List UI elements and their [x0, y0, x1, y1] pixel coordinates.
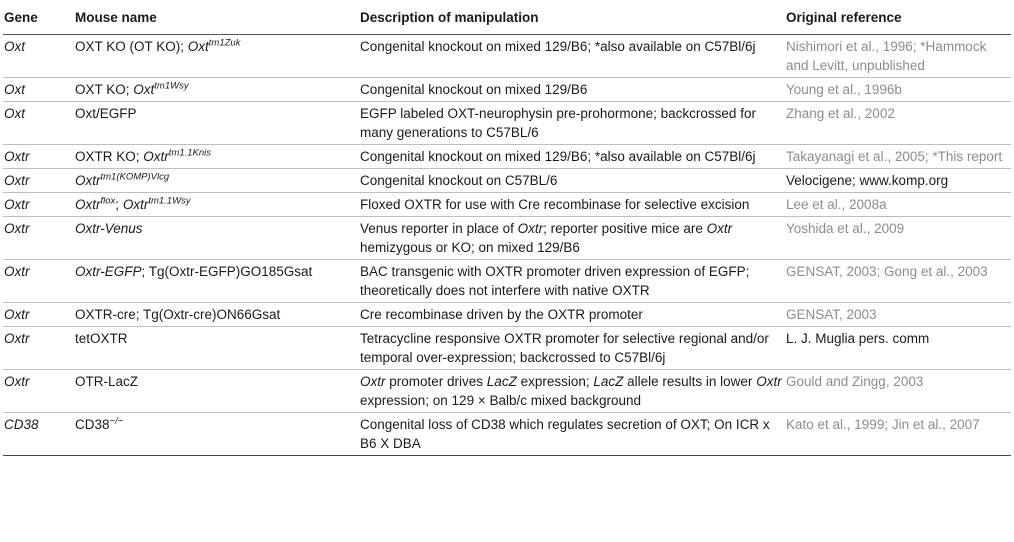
- reference-link[interactable]: Takayanagi et al., 2005; *This report: [785, 145, 1011, 169]
- gene-cell: Oxtr: [3, 370, 74, 413]
- reference-link[interactable]: Gould and Zingg, 2003: [785, 370, 1011, 413]
- mouse-name-cell: OXTR KO; Oxtr$^{tm1.1Knis}$: [74, 145, 359, 169]
- reference-link[interactable]: GENSAT, 2003: [785, 303, 1011, 327]
- description-cell: Floxed OXTR for use with Cre recombinase for selective excision: [359, 193, 785, 217]
- reference-link[interactable]: Yoshida et al., 2009: [785, 217, 1011, 260]
- table-row: [3, 35, 1011, 78]
- reference-link[interactable]: Lee et al., 2008a: [785, 193, 1011, 217]
- description-cell: Congenital knockout on C57BL/6: [359, 169, 785, 193]
- description-cell: Cre recombinase driven by the OXTR promoter: [359, 303, 785, 327]
- description-cell: BAC transgenic with OXTR promoter driven expression of EGFP; theoretically does not interfere with native OXTR: [359, 260, 785, 303]
- mouse-models-table: [3, 0, 1011, 456]
- mouse-name-cell: Oxtr$^{flox}$; Oxtr$^{tm1.1Wsy}$: [74, 193, 359, 217]
- header-reference: Original reference: [785, 0, 1011, 35]
- description-cell: Tetracycline responsive OXTR promoter for selective regional and/or temporal over-expression; backcrossed to C57Bl/6j: [359, 327, 785, 370]
- reference-link[interactable]: Zhang et al., 2002: [785, 102, 1011, 145]
- table-row: [3, 303, 1011, 327]
- table-row: [3, 102, 1011, 145]
- gene-cell: Oxtr: [3, 193, 74, 217]
- header-gene: Gene: [3, 0, 74, 35]
- gene-cell: Oxtr: [3, 327, 74, 370]
- gene-cell: Oxtr: [3, 303, 74, 327]
- mouse-name-cell: Oxtr-EGFP; Tg(Oxtr-EGFP)GO185Gsat: [74, 260, 359, 303]
- header-description: Description of manipulation: [359, 0, 785, 35]
- mouse-name-cell: OXTR-cre; Tg(Oxtr-cre)ON66Gsat: [74, 303, 359, 327]
- description-cell: Congenital knockout on mixed 129/B6; *also available on C57Bl/6j: [359, 145, 785, 169]
- gene-cell: Oxtr: [3, 260, 74, 303]
- reference-link[interactable]: Kato et al., 1999; Jin et al., 2007: [785, 413, 1011, 456]
- mouse-name-cell: OXT KO; Oxt$^{tm1Wsy}$: [74, 78, 359, 102]
- gene-cell: Oxtr: [3, 145, 74, 169]
- description-cell: Oxtr promoter drives LacZ expression; LacZ allele results in lower Oxtr expression; on 129 × Balb/c mixed background: [359, 370, 785, 413]
- table-row: [3, 217, 1011, 260]
- reference-text: Velocigene; www.komp.org: [785, 169, 1011, 193]
- description-cell: Congenital knockout on mixed 129/B6; *also available on C57Bl/6j: [359, 35, 785, 78]
- gene-cell: Oxtr: [3, 169, 74, 193]
- mouse-name-cell: Oxtr$^{tm1(KOMP)Vlcg}$: [74, 169, 359, 193]
- table-row: [3, 169, 1011, 193]
- gene-cell: Oxt: [3, 35, 74, 78]
- reference-link[interactable]: Young et al., 1996b: [785, 78, 1011, 102]
- table-row: [3, 260, 1011, 303]
- reference-text: L. J. Muglia pers. comm: [785, 327, 1011, 370]
- gene-cell: Oxt: [3, 102, 74, 145]
- description-cell: EGFP labeled OXT-neurophysin pre-prohormone; backcrossed for many generations to C57BL/6: [359, 102, 785, 145]
- table-row: [3, 327, 1011, 370]
- gene-cell: CD38: [3, 413, 74, 456]
- table-row: [3, 145, 1011, 169]
- mouse-name-cell: CD38−/−: [74, 413, 359, 456]
- description-cell: Congenital loss of CD38 which regulates secretion of OXT; On ICR x B6 X DBA: [359, 413, 785, 456]
- reference-link[interactable]: GENSAT, 2003; Gong et al., 2003: [785, 260, 1011, 303]
- header-mouse-name: Mouse name: [74, 0, 359, 35]
- description-cell: Congenital knockout on mixed 129/B6: [359, 78, 785, 102]
- header-row: [3, 0, 1011, 35]
- description-cell: Venus reporter in place of Oxtr; reporter positive mice are Oxtr hemizygous or KO; on mixed 129/B6: [359, 217, 785, 260]
- table-row: [3, 413, 1011, 456]
- table-row: [3, 370, 1011, 413]
- table-row: [3, 193, 1011, 217]
- mouse-name-cell: Oxtr-Venus: [74, 217, 359, 260]
- gene-cell: Oxtr: [3, 217, 74, 260]
- mouse-name-cell: OXT KO (OT KO); Oxt$^{tm1Zuk}$: [74, 35, 359, 78]
- table-row: [3, 78, 1011, 102]
- mouse-name-cell: Oxt/EGFP: [74, 102, 359, 145]
- mouse-name-cell: OTR-LacZ: [74, 370, 359, 413]
- gene-cell: Oxt: [3, 78, 74, 102]
- reference-link[interactable]: Nishimori et al., 1996; *Hammock and Levitt, unpublished: [785, 35, 1011, 78]
- mouse-name-cell: tetOXTR: [74, 327, 359, 370]
